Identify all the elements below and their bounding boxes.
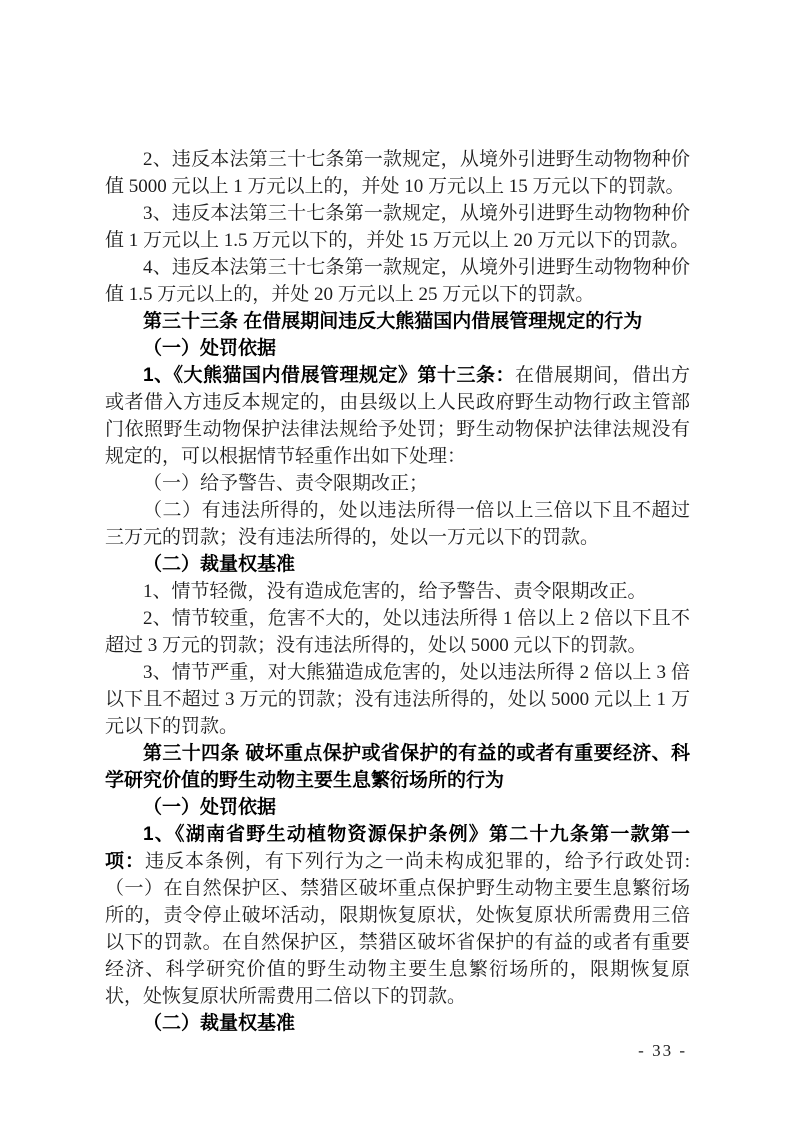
article-34-heading: 第三十四条 破坏重点保护或省保护的有益的或者有重要经济、科学研究价值的野生动物主要生息繁衍场所的行为: [105, 743, 690, 791]
paragraph-item-warning: （一）给予警告、责令限期改正；: [143, 473, 429, 494]
article-33-discretion-heading: （二）裁量权基准: [143, 554, 296, 575]
article-33-heading: 第三十三条 在借展期间违反大熊猫国内借展管理规定的行为: [143, 311, 643, 332]
statute-text: 违反本条例，有下列行为之一尚未构成犯罪的，给予行政处罚:（一）在自然保护区、禁猎区破坏重点保护野生动物主要生息繁衍场所的，责令停止破坏活动，限期恢复原状，处恢复原状所需费用三倍以下的罚款。在自然保护区，禁猎区破坏省保护的有益的或者有重要经济、科学研究价值的野生动物主要生息繁衍场所的，限期恢复原状，处恢复原状所需费用二倍以下的罚款。: [105, 851, 690, 1007]
paragraph-item-illegal-gains: （二）有违法所得的，处以违法所得一倍以上三倍以下且不超过三万元的罚款；没有违法所得的，处以一万元以下的罚款。: [105, 500, 690, 548]
paragraph-panda-loan-rule: [105, 362, 690, 470]
paragraph-fine-tier-4: 4、违反本法第三十七条第一款规定，从境外引进野生动物物种价值 1.5 万元以上的，并处 20 万元以上 25 万元以下的罚款。: [105, 257, 690, 305]
document-body: [105, 146, 690, 1037]
article-34-penalty-basis-heading: （一）处罚依据: [143, 797, 277, 818]
paragraph-discretion-moderate: 2、情节较重，危害不大的，处以违法所得 1 倍以上 2 倍以下且不超过 3 万元的罚款；没有违法所得的，处以 5000 元以下的罚款。: [105, 608, 690, 656]
paragraph-discretion-minor: 1、情节轻微，没有造成危害的，给予警告、责令限期改正。: [143, 581, 647, 602]
page-number: - 33 -: [638, 1041, 687, 1060]
statute-reference: 1、《湖南省野生动植物资源保护条例》第二十九条第一款第一项：: [105, 824, 690, 872]
article-34-discretion-heading: （二）裁量权基准: [143, 1013, 296, 1034]
statute-reference: 1、《大熊猫国内借展管理规定》第十三条：: [143, 365, 516, 386]
paragraph-fine-tier-3: 3、违反本法第三十七条第一款规定，从境外引进野生动物物种价值 1 万元以上 1.5 万元以下的，并处 15 万元以上 20 万元以下的罚款。: [105, 203, 690, 251]
paragraph-fine-tier-2: 2、违反本法第三十七条第一款规定，从境外引进野生动物物种价值 5000 元以上 1 万元以上的，并处 10 万元以上 15 万元以下的罚款。: [105, 149, 690, 197]
article-33-penalty-basis-heading: （一）处罚依据: [143, 338, 277, 359]
paragraph-hunan-regulation: [105, 821, 690, 1010]
paragraph-discretion-severe: 3、情节严重，对大熊猫造成危害的，处以违法所得 2 倍以上 3 倍以下且不超过 3 万元的罚款；没有违法所得的，处以 5000 元以上 1 万元以下的罚款。: [105, 662, 690, 737]
statute-text: 在借展期间，借出方或者借入方违反本规定的，由县级以上人民政府野生动物行政主管部门依照野生动物保护法律法规给予处罚；野生动物保护法律法规没有规定的，可以根据情节轻重作出如下处理：: [105, 365, 690, 467]
